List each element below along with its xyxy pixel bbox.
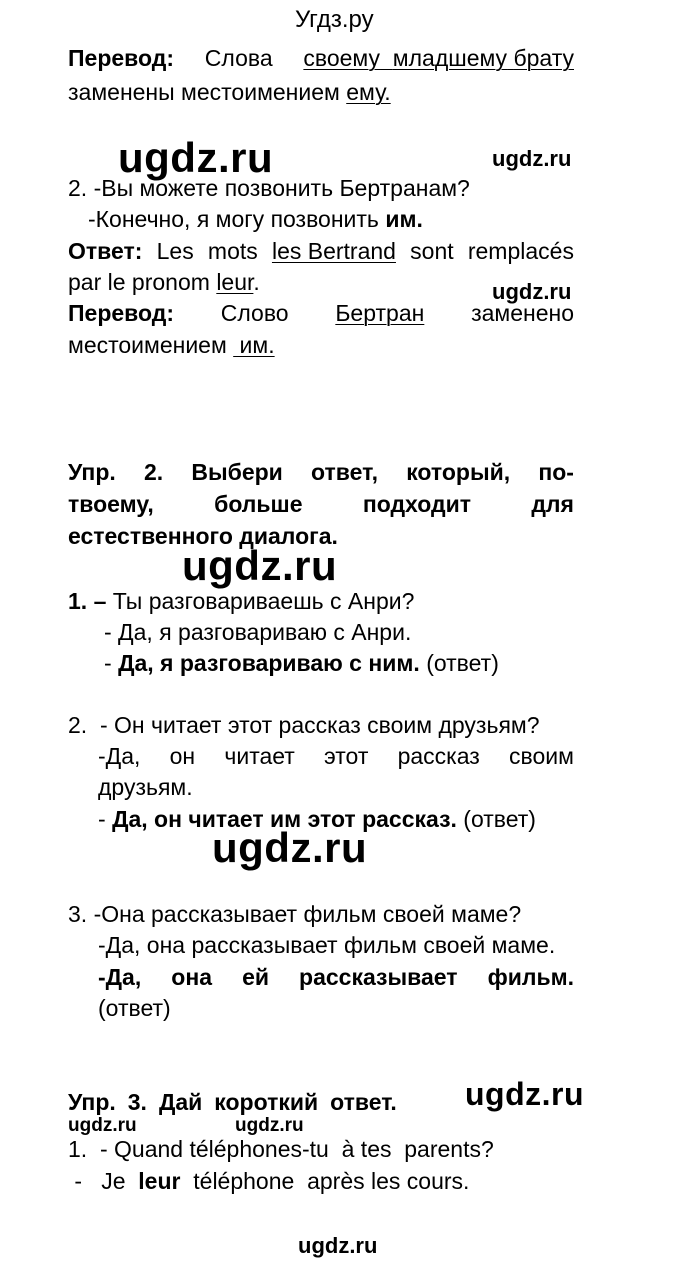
watermark: ugdz.ru	[212, 824, 368, 871]
item-number: 1.	[68, 588, 88, 614]
ex3-title	[68, 1091, 397, 1114]
text: - Je	[68, 1168, 139, 1194]
text: téléphone après les cours.	[180, 1168, 470, 1194]
otvet-line-2	[68, 271, 260, 294]
text: местоимением	[68, 332, 234, 358]
otvet-line-1	[68, 240, 574, 263]
watermark: ugdz.ru	[235, 1115, 304, 1136]
word: sont	[410, 238, 454, 264]
word: рассказывает	[299, 964, 458, 990]
underlined-word: брату	[513, 45, 574, 71]
underlined-word: своему	[303, 45, 381, 71]
item-1-answer-2	[104, 652, 499, 675]
text: Ты разговариваешь с Анри?	[106, 588, 415, 614]
item-1-answer-1: - Да, я разговариваю с Анри.	[104, 619, 412, 645]
text: (ответ)	[456, 806, 536, 832]
word: по-	[538, 459, 574, 485]
bold-text: Да, я разговариваю с ним.	[118, 650, 420, 676]
word: -Да,	[98, 964, 142, 990]
word: который,	[406, 459, 511, 485]
ex3-answer	[68, 1170, 469, 1193]
text: -	[104, 650, 119, 676]
perevod-label: Перевод:	[68, 45, 175, 71]
item-2-question: 2. - Он читает этот рассказ своим друзьям?	[68, 712, 540, 738]
word: ей	[242, 964, 269, 990]
underlined-word: leur	[216, 269, 254, 295]
underlined-word: Бертран	[335, 300, 425, 326]
item-2-answer-1	[98, 745, 574, 768]
watermark: ugdz.ru	[68, 1115, 137, 1136]
site-footer: ugdz.ru	[298, 1233, 378, 1258]
ex2-title-line-3: естественного диалога.	[68, 523, 338, 549]
text: -Конечно, я могу позвонить	[88, 206, 386, 232]
word: Слово	[220, 300, 289, 326]
dash: –	[93, 588, 107, 614]
otvet-label: Ответ:	[68, 238, 143, 264]
item-2-answer-1-cont: друзьям.	[98, 774, 193, 800]
word: Дай	[158, 1089, 203, 1115]
item-1-question	[68, 590, 414, 613]
word: mots	[207, 238, 258, 264]
word: больше	[214, 491, 303, 517]
word: Слова	[204, 45, 273, 71]
word: читает	[224, 743, 295, 769]
text: .	[253, 269, 260, 295]
watermark: ugdz.ru	[492, 146, 572, 171]
text: (ответ)	[419, 650, 499, 676]
item-3-answer-1: -Да, она рассказывает фильм своей маме.	[98, 932, 556, 958]
underlined-word: ему.	[346, 79, 391, 105]
word: Les	[156, 238, 194, 264]
perevod-line-1	[68, 47, 574, 70]
word: он	[169, 743, 196, 769]
word: для	[531, 491, 574, 517]
bold-text: leur	[138, 1168, 181, 1194]
word: 3.	[127, 1089, 147, 1115]
question-2: 2. -Вы можете позвонить Бертранам?	[68, 175, 470, 201]
underlined-word: им.	[233, 332, 275, 358]
watermark: ugdz.ru	[492, 279, 572, 304]
item-3-question: 3. -Она рассказывает фильм своей маме?	[68, 901, 522, 927]
item-3-answer-2	[98, 966, 574, 989]
word: своим	[509, 743, 574, 769]
underlined-word: младшему	[392, 45, 508, 71]
word: 2.	[143, 459, 164, 485]
watermark: ugdz.ru	[182, 542, 338, 589]
word: ответ.	[330, 1089, 397, 1115]
word: remplacés	[467, 238, 574, 264]
word: заменено	[471, 300, 574, 326]
word: подходит	[362, 491, 472, 517]
item-3-answer-2-cont: (ответ)	[98, 995, 171, 1021]
text: заменены местоимением	[68, 79, 347, 105]
site-header: Угдз.ру	[295, 6, 374, 33]
watermark: ugdz.ru	[118, 134, 274, 181]
word: Выбери	[191, 459, 283, 485]
text: par le pronom	[68, 269, 217, 295]
word: Упр.	[68, 1089, 116, 1115]
underlined-phrase	[303, 47, 574, 70]
ex2-title-line-1	[68, 461, 574, 484]
word: она	[171, 964, 213, 990]
word: ответ,	[311, 459, 379, 485]
word: короткий	[214, 1089, 319, 1115]
perevod-2-line-2	[68, 334, 275, 357]
ex3-question: 1. - Quand téléphones-tu à tes parents?	[68, 1136, 494, 1162]
perevod-label: Перевод:	[68, 300, 175, 326]
perevod-2-line-1	[68, 302, 574, 325]
underlined-phrase: les Bertrand	[271, 238, 396, 264]
word: -Да,	[98, 743, 141, 769]
bold-text: Да, он читает им этот рассказ.	[112, 806, 457, 832]
text: -	[98, 806, 113, 832]
word: рассказ	[397, 743, 480, 769]
word: фильм.	[487, 964, 574, 990]
word: твоему,	[68, 491, 154, 517]
word: этот	[324, 743, 369, 769]
watermark: ugdz.ru	[465, 1076, 585, 1112]
answer-2	[88, 208, 423, 231]
ex2-title-line-2	[68, 493, 574, 516]
word: Упр.	[68, 459, 116, 485]
perevod-line-2	[68, 81, 391, 104]
bold-text: им.	[385, 206, 423, 232]
